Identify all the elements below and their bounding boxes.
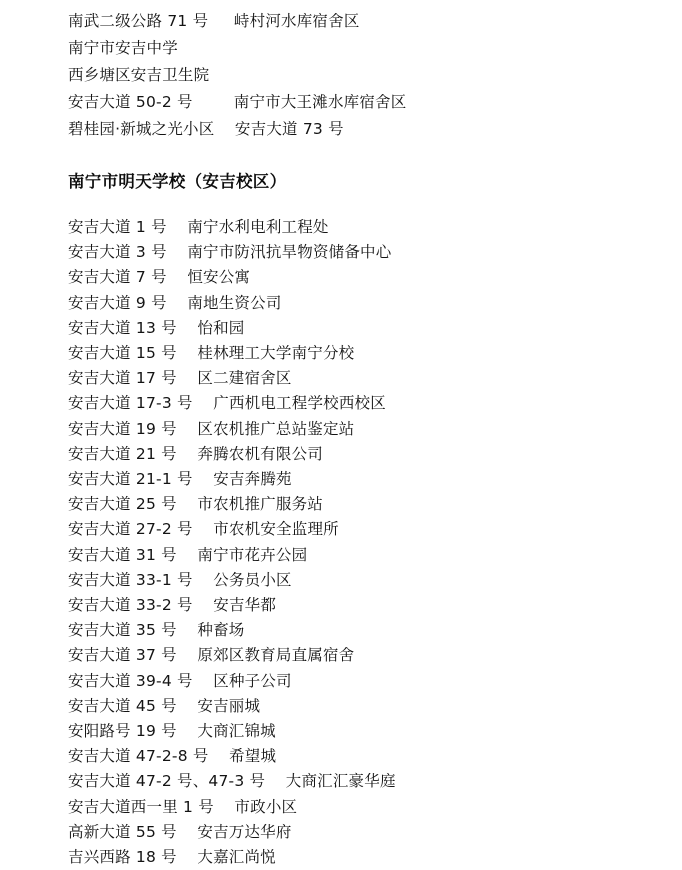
address-list-item: 安吉大道 1 号 南宁水利电利工程处: [68, 218, 329, 236]
address-list-item: 安吉大道 37 号 原郊区教育局直属宿舍: [68, 646, 355, 665]
address-line: 南宁市安吉中学: [68, 39, 178, 57]
address-list-item: 安吉大道 21-1 号 安吉奔腾苑: [68, 470, 292, 489]
address-list-item: 安吉大道 17 号 区二建宿舍区: [68, 369, 292, 388]
address-list-item: 安吉大道 13 号 怡和园: [68, 318, 245, 337]
address-line: 西乡塘区安吉卫生院: [68, 66, 210, 84]
address-list-item: 安吉大道 3 号 南宁市防汛抗旱物资储备中心: [68, 243, 392, 262]
address-list: [68, 215, 652, 870]
address-list-item: 安阳路号 19 号 大商汇锦城: [68, 722, 276, 741]
address-list-item: 安吉大道 27-2 号 市农机安全监理所: [68, 520, 339, 539]
address-list-item: 安吉大道 33-1 号 公务员小区: [68, 570, 292, 589]
address-list-item: 安吉大道 35 号 种畜场: [68, 621, 245, 640]
address-list-item: 安吉大道 39-4 号 区种子公司: [68, 671, 292, 690]
address-list-item: 安吉大道 21 号 奔腾农机有限公司: [68, 444, 323, 463]
spacer: [68, 195, 652, 215]
address-line: 安吉大道 50-2 号 南宁市大王滩水库宿舍区: [68, 93, 407, 111]
address-list-item: 安吉大道 33-2 号 安吉华都: [68, 596, 277, 615]
address-list-item: 安吉大道 15 号 桂林理工大学南宁分校: [68, 344, 355, 363]
address-list-item: 安吉大道 31 号 南宁市花卉公园: [68, 545, 308, 564]
address-list-item: 安吉大道西一里 1 号 市政小区: [68, 797, 298, 816]
address-list-item: 安吉大道 25 号 市农机推广服务站: [68, 495, 323, 514]
address-list-item: 安吉大道 7 号 恒安公寓: [68, 268, 251, 287]
address-line: 碧桂园·新城之光小区 安吉大道 73 号: [68, 120, 344, 138]
top-address-block: [68, 8, 652, 143]
address-list-item: 安吉大道 9 号 南地生资公司: [68, 293, 282, 312]
address-list-item: 安吉大道 19 号 区农机推广总站鉴定站: [68, 419, 355, 438]
address-list-item: 安吉大道 47-2-8 号 希望城: [68, 747, 277, 766]
address-line: 南武二级公路 71 号 峙村河水库宿舍区: [68, 12, 360, 30]
address-list-item: 吉兴西路 18 号 大嘉汇尚悦: [68, 848, 276, 867]
address-list-item: 高新大道 55 号 安吉万达华府: [68, 822, 292, 841]
address-list-item: 安吉大道 45 号 安吉丽城: [68, 696, 261, 715]
section-heading: 南宁市明天学校（安吉校区）: [68, 172, 287, 191]
address-list-item: 安吉大道 17-3 号 广西机电工程学校西校区: [68, 394, 386, 413]
spacer: [68, 143, 652, 169]
address-list-item: 安吉大道 47-2 号、47-3 号 大商汇汇豪华庭: [68, 772, 396, 791]
